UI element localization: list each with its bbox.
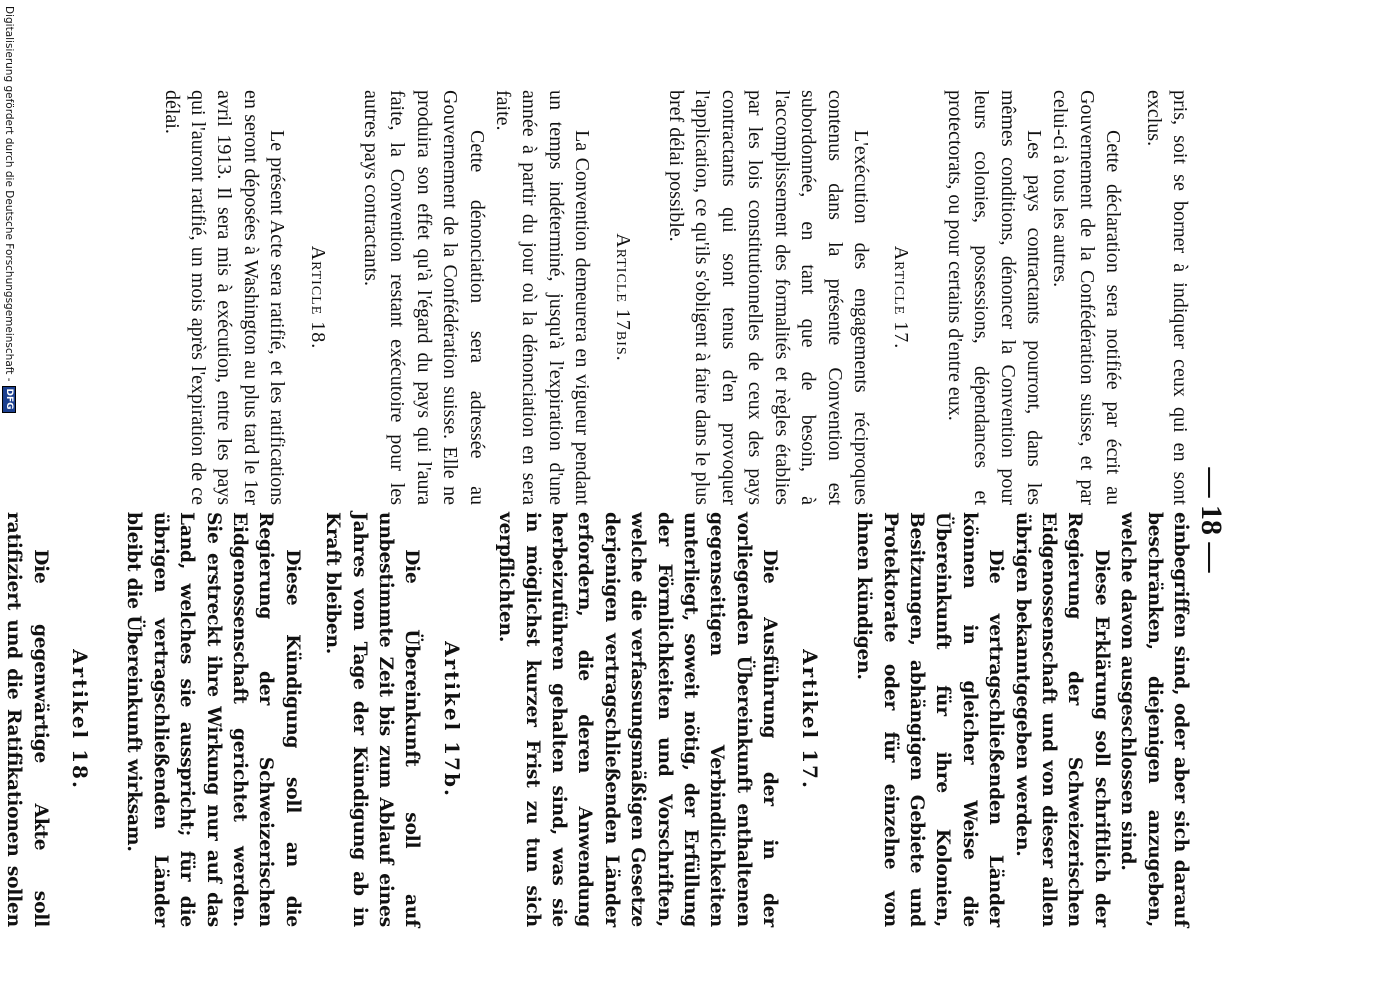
german-article-17-text: Die Ausführung der in der vorliegenden Übereinkunft enthaltenen gegenseitigen Verbindlichkeiten unterliegt, soweit nötig, der Erfüllung der Förmlichkeiten und Vorschriften, welche die verfassungsmäßigen Gesetze derjenigen vertragschließenden Länder erfordern, die deren Anwendung herbeizuführen gehalten sind, was sie in möglichst kurzer Frist zu tun sich verpflichten. <box>495 512 781 927</box>
dfg-logo: DFG <box>2 386 16 413</box>
page-number: — 18 — <box>1195 467 1228 573</box>
french-article-18-title: Article 18. <box>306 245 329 350</box>
french-article-17-title: Article 17. <box>890 245 913 350</box>
german-article-17bis-text-2: Diese Kündigung soll an die Regierung der Schweizerischen Eidgenossenschaft gerichtet werden. Sie erstreckt ihre Wirkung nur auf das Land, welches sie ausspricht; für die übrigen vertragschließenden Länder bleibt die Übereinkunft wirksam. <box>123 512 303 927</box>
german-paragraph-3: Die vertragschließenden Länder können in gleicher Weise die Übereinkunft für ihre Kolonien, Besitzungen, abhängigen Gebiete und Protektorate oder für einzelne von ihnen kündigen. <box>853 512 1007 927</box>
german-article-18-text: Die gegenwärtige Akte soll ratifiziert und die Ratifikationen sollen <box>3 512 51 927</box>
french-article-17bis-text-2: Cette dénonciation sera adressée au Gouvernement de la Confédération suisse. Elle ne produira son effet qu'à l'égard du pays qui l'aura faite, la Convention restant exécutoire pour les autres pays contractants. <box>360 90 488 505</box>
french-article-17bis-title: Article 17bis. <box>611 233 634 362</box>
german-paragraph-1: einbegriffen sind, oder aber sich darauf beschränken, diejenigen anzugeben, welche davon ausgeschlossen sind. <box>1117 512 1191 927</box>
french-column <box>158 90 1193 505</box>
german-paragraph-2: Diese Erklärung soll schriftlich der Regierung der Schweizerischen Eidgenossenschaft und von dieser allen übrigen bekanntgegeben werden. <box>1011 512 1112 927</box>
footer-credit-text: Digitalisierung gefördert durch die Deutsche Forschungsgemeinschaft - <box>3 6 15 382</box>
german-article-18-title: Artikel 18. <box>67 649 92 790</box>
german-article-17bis-text-1: Die Übereinkunft soll auf unbestimmte Zeit bis zum Ablauf eines Jahres vom Tage der Kündigung ab in Kraft bleiben. <box>322 512 423 927</box>
french-article-17bis-text-1: La Convention demeurera en vigueur pendant un temps indéterminé, jusqu'à l'expiration d'une année à partir du jour où la dénonciation en sera faite. <box>492 90 594 505</box>
french-paragraph-1: pris, soit se borner à indiquer ceux qui en sont exclus. <box>1142 90 1191 505</box>
german-article-17bis-title: Artikel 17b. <box>439 641 464 798</box>
french-paragraph-2: Cette déclaration sera notifiée par écrit au Gouvernement de la Confédération suisse, et par celui-ci à tous les autres. <box>1049 90 1125 505</box>
german-article-17-title: Artikel 17. <box>797 649 822 790</box>
german-column <box>0 512 1193 927</box>
french-article-18-text: Le présent Acte sera ratifié, et les ratifications en seront déposées à Washington au plus tard le 1er avril 1913. Il sera mis à exécution, entre les pays qui l'auront ratifié, un mois après l'expiration de ce délai. <box>160 90 289 505</box>
digitization-footer <box>0 0 18 1000</box>
french-article-17-text: L'exécution des engagements réciproques contenus dans la présente Convention est subordonnée, en tant que de besoin, à l'accomplissement des formalités et règles établies par les lois constitutionnelles de ceux des pays contractants qui sont tenus d'en provoquer l'application, ce qu'ils s'obligent à faire dans le plus bref délai possible. <box>665 90 872 505</box>
french-paragraph-3: Les pays contractants pourront, dans les mêmes conditions, dénoncer la Convention pour leurs colonies, possessions, dépendances et protectorats, ou pour certains d'entre eux. <box>943 90 1045 505</box>
